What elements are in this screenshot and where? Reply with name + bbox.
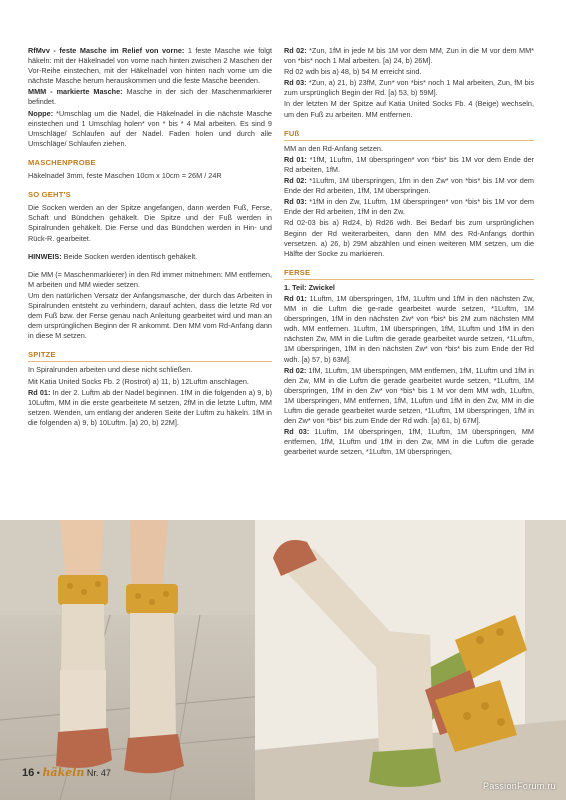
text-rd02-repeat: Rd 02 wdh bis a) 48, b) 54 M erreicht sind.	[284, 67, 422, 77]
term-rfmvv: RfMvv - feste Masche im Relief von vorne:	[28, 46, 185, 55]
photo-socks-raised	[255, 520, 566, 800]
paragraph-noppe	[28, 109, 272, 149]
subheading-zwickel: 1. Teil: Zwickel	[284, 282, 335, 292]
paragraph-zwickel-rd03	[284, 427, 534, 457]
left-column	[28, 46, 272, 429]
text-fuss-rd02: *1Luftm, 1M überspringen, 1fm in den Zw* von *bis* bis 1M vor dem Ende der Rd arbeiten, 1fM, 1M überspringen.	[284, 176, 534, 196]
paragraph-rd03	[284, 78, 534, 98]
page-footer	[22, 766, 111, 779]
term-zwickel-rd03: Rd 03:	[284, 427, 310, 437]
paragraph-fuss-rd03	[284, 197, 534, 217]
text-zwickel-rd02: 1fM, 1Luftm, 1M überspringen, MM entfernen, 1fM, 1Luftm und 1fM in den Zw, MM in die Luftm die gerade gearbeitet wurde setzen, *1Luftm, 1M überspringen, 1fM in den Zw* von *bis* bis 1 M vor dem MM wdh, 1Luftm, 1M überspringen, MM entfernen, 1fM, 1Luftm und 1fM in den Zw, MM in die Luftm die gerade gearbeitet wurde setzen, *1Luftm, 1M überspringen, 1fM in den Zw* von *bis* bis zum Ende der Rd wdh. [a) 61, b) 67M].	[284, 365, 534, 426]
text-rd03: *Zun, a) 21, b) 23fM, Zun* von *bis* noch 1 Mal arbeiten, Zun, fM bis zum ursprünglich Begin der Rd. [a) 53, b) 59M].	[284, 78, 534, 98]
term-spitze-rd01: Rd 01:	[28, 387, 51, 397]
page-number: 16	[22, 767, 35, 779]
paragraph-mmm	[28, 87, 272, 107]
magazine-name: häkeln	[42, 766, 85, 779]
term-hinweis: HINWEIS:	[28, 251, 62, 261]
term-rd02: Rd 02:	[284, 46, 307, 55]
text-zwickel-rd03: 1Luftm, 1M überspringen, 1fM, 1Luftm, 1M überspringen, MM entfernen, 1fM, 1Luftm und 1fM in den Zw, MM in die Luftm die gerade gearbeitet wurde setzen, *1Luftm, 1M überspringen,	[284, 427, 534, 457]
text-zwickel-rd01: 1Luftm, 1M überspringen, 1fM, 1Luftm und 1fM in den nächsten Zw, MM in die Luftm die ge-rade gearbeitet wurde setzen, *1Luftm, 1M überspringen, 1fM in den nächsten Zw* von *bis* bis 2M zum nächsten MM wdh. MM entfernen. 1Luftm, 1M überspringen, 1fM, 1Luftm und 1fM in den nächsten Zw, MM in die Luftm die gerade gearbeitet wurde setzen, *1Luftm, 1M überspringen, 1fM in den nächsten Zw* von *bis* bis zum Ende der Rd wdh. [a) 57, b) 63M].	[284, 293, 534, 364]
paragraph-fuss-rd02	[284, 176, 534, 196]
text-rfmvv: 1 feste Masche wie folgt häkeln: mit der Häkelnadel von vorne nach hinten zwischen 2 Maschen der Vor-Reihe einstechen, mit der Häkelnadel von hinten nach vorne um die nächste Masche herum herauskommen und die feste Masche beenden.	[28, 46, 272, 86]
socks-raised-illustration	[255, 520, 566, 800]
paragraph-hinweis	[28, 252, 272, 262]
text-spitze-1: In Spiralrunden arbeiten und diese nicht schließen.	[28, 365, 193, 375]
term-noppe: Noppe:	[28, 108, 54, 118]
text-spitze-end: In der letzten M der Spitze auf Katia United Socks Fb. 4 (Beige) wechseln, um den Fuß zu arbeiten. MM entfernen.	[284, 99, 534, 119]
term-fuss-rd02: Rd 02:	[284, 176, 307, 186]
text-so-gehts: Die Socken werden an der Spitze angefangen, dann werden Fuß, Ferse, Schaft und Bündchen gehäkelt. Die Spitze und der Fuß werden in Spiralrunden gehäkelt. Die Ferse und das Bündchen werden in Hin- und Rück-R. gearbeitet.	[28, 203, 272, 243]
term-zwickel-rd02: Rd 02:	[284, 365, 307, 375]
paragraph-rfmvv	[28, 46, 272, 86]
socks-standing-illustration	[0, 520, 274, 800]
heading-ferse: FERSE	[284, 268, 534, 280]
text-rd02: *Zun, 1fM in jede M bis 1M vor dem MM, Zun in die M vor dem MM* von *bis* noch 1 Mal arbeiten. [a) 24, b) 26M].	[284, 46, 535, 66]
text-fuss-rd03: *1fM in den Zw, 1Luftm, 1M überspringen* von *bis* bis 1M vor dem Ende der Rd arbeiten, 1fM in den Zw.	[284, 197, 534, 217]
text-fuss-repeat: Rd 02-03 bis a) Rd24, b) Rd26 wdh. Bei Bedarf bis zum ursprünglichen Beginn der Rd weiterarbeiten, dann den MM des Rd-Anfangs dorthin versetzen. a) 26, b) 29M abzählen und einen weiteren MM setzen, um die Hälfte der Socke zu markieren.	[284, 218, 534, 258]
text-versatz: Um den natürlichen Versatz der Anfangsmasche, der durch das Arbeiten in Spiralrunden entsteht zu verhindern, darauf achten, dass die letzte Rd vor dem Fuß bzw. der Ferse genau nach Anleitung gearbeitet wird und man an dem ursprünglichen Beginn der R ankommt. Den MM vom Rd-Anfang dann in diese M setzen.	[28, 290, 272, 341]
paragraph-fuss-rd01	[284, 155, 534, 175]
issue-number: Nr. 47	[86, 768, 111, 778]
paragraph-rd02	[284, 46, 534, 66]
text-noppe: *Umschlag um die Nadel, die Häkelnadel in die nächste Masche einstechen und 1 Umschlag holen* von * bis * 4 Mal arbeiten. Es sind 9 Umschläge/ Schlaufen auf der Nadel. Faden holen und durch alle Umschläge/ Schlaufen ziehen.	[28, 108, 272, 148]
heading-maschenprobe: MASCHENPROBE	[28, 157, 96, 167]
text-hinweis: Beide Socken werden identisch gehäkelt.	[61, 251, 198, 261]
text-mmm: Masche in der sich der Maschenmarkierer befindet.	[28, 87, 272, 107]
footer-bullet: •	[36, 768, 40, 778]
photo-socks-standing	[0, 520, 274, 800]
paragraph-spitze-rd01	[28, 388, 272, 428]
right-column	[284, 46, 534, 458]
paragraph-zwickel-rd02	[284, 366, 534, 427]
heading-so-gehts: SO GEHT'S	[28, 190, 71, 200]
term-mmm: MMM - markierte Masche:	[28, 87, 123, 97]
text-mm-instructions: Die MM (= Maschenmarkierer) in den Rd immer mitnehmen: MM entfernen, M arbeiten und MM wieder setzen.	[28, 269, 272, 289]
term-fuss-rd01: Rd 01:	[284, 154, 307, 164]
term-fuss-rd03: Rd 03:	[284, 197, 307, 207]
heading-fuss: FUß	[284, 129, 534, 141]
term-rd03: Rd 03:	[284, 78, 307, 88]
paragraph-zwickel-rd01	[284, 294, 534, 365]
text-maschenprobe: Häkelnadel 3mm, feste Maschen 10cm x 10cm = 26M / 24R	[28, 171, 222, 181]
text-fuss-rd01: *1fM, 1Luftm, 1M überspringen* von *bis* bis 1M vor dem Ende der Rd arbeiten, 1fM.	[284, 154, 534, 174]
text-fuss-intro: MM an den Rd-Anfang setzen.	[284, 143, 383, 153]
heading-spitze: SPITZE	[28, 350, 272, 362]
text-spitze-rd01: In der 2. Luftm ab der Nadel beginnen. 1fM in die folgenden a) 9, b) 10Luftm, MM in die erste gearbeitete M setzen, 2fM in die letzte Luftm, MM setzen. Wenden, um entlang der anderen Seite der Luftm zu häkeln. 1fM in die folgenden a) 9, b) 10Luftm. [a) 20, b) 22M].	[28, 387, 272, 427]
term-zwickel-rd01: Rd 01:	[284, 293, 307, 303]
text-spitze-2: Mit Katia United Socks Fb. 2 (Rostrot) a) 11, b) 12Luftm anschlagen.	[28, 376, 249, 386]
watermark: PassionForum.ru	[482, 781, 556, 791]
